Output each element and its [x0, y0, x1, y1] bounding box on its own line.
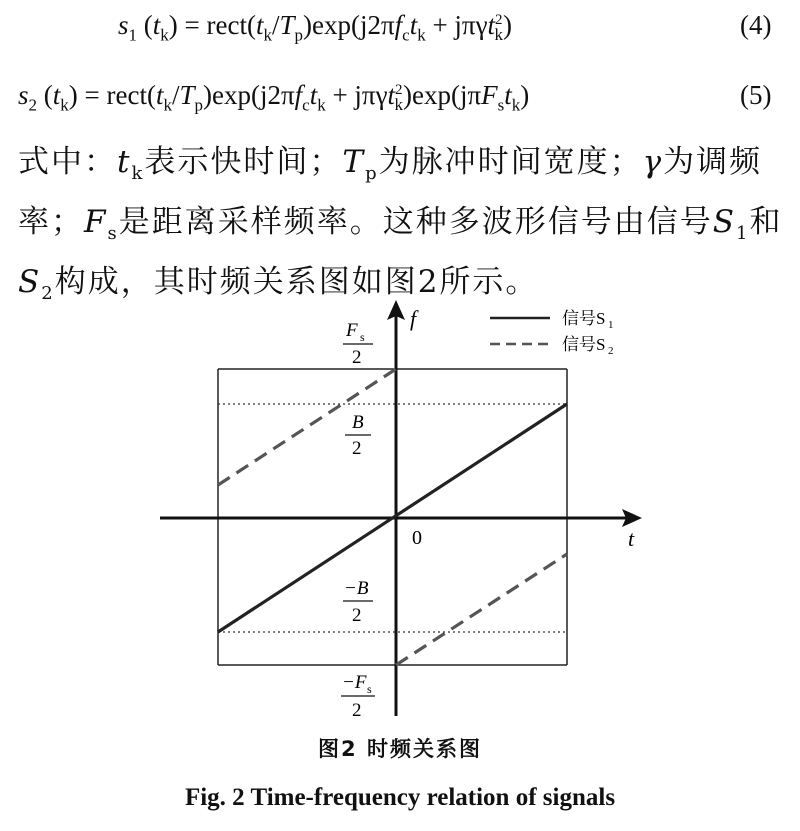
x-axis-label: t	[628, 526, 635, 551]
label-fs-half	[343, 320, 373, 368]
legend-s1-label: 信号S	[562, 309, 606, 328]
label-neg-fs-half-num: −F	[342, 672, 367, 693]
legend-s1-sub: 1	[608, 319, 614, 331]
label-neg-fs-half	[341, 672, 375, 721]
body-paragraph: 式中：$t_k$表示快时间；$T_p$为脉冲时间宽度；γ为调频率；$F_s$是距离采样频率。这种多波形信号由信号$S_1$和$S_2$构成，其时频关系图如图2所示。	[18, 144, 783, 305]
equation-5-number: (5)	[740, 80, 772, 110]
y-axis-label: f	[410, 306, 417, 331]
equation-4-number: (4)	[740, 10, 772, 40]
label-neg-b-half-num: −B	[344, 578, 369, 599]
label-neg-fs-half-sub: s	[367, 682, 372, 696]
label-neg-b-half-den: 2	[352, 605, 362, 626]
figure-caption-en: Fig. 2 Time-frequency relation of signals	[184, 784, 616, 811]
legend-s2-sub: 2	[608, 345, 614, 357]
signal-s2-lower-segment	[396, 554, 567, 665]
label-b-half-den: 2	[352, 438, 362, 459]
equation-5-body: $s_2$ $(t_k)$ = $rect(t_k/T_p)\exp(j2\pi f_ct_k + j\pi\gamma t^2_k)\exp(j\pi F_st_k)$	[18, 80, 530, 115]
label-fs-half-den: 2	[352, 347, 362, 368]
label-fs-half-sub: s	[360, 330, 365, 344]
equation-4	[0, 6, 800, 50]
figure-caption-cn: 图2 时频关系图	[318, 737, 482, 761]
legend-s2-label: 信号S	[562, 335, 606, 354]
label-fs-half-num: F	[346, 320, 358, 341]
label-b-half-num: B	[352, 412, 364, 433]
signal-s2-upper-segment	[218, 369, 396, 485]
legend	[490, 309, 614, 357]
label-neg-b-half	[343, 578, 373, 626]
equation-5	[0, 76, 800, 120]
equation-4-body: $s_1$ $(t_k)$ = $rect(t_k/T_p)\exp(j2\pi f_ct_k + j\pi\gamma t^2_k)$	[118, 10, 513, 45]
time-frequency-figure	[0, 296, 800, 736]
figure-svg	[0, 296, 800, 736]
label-neg-fs-half-den: 2	[352, 700, 362, 721]
label-b-half	[345, 412, 371, 459]
origin-label: 0	[412, 527, 422, 549]
